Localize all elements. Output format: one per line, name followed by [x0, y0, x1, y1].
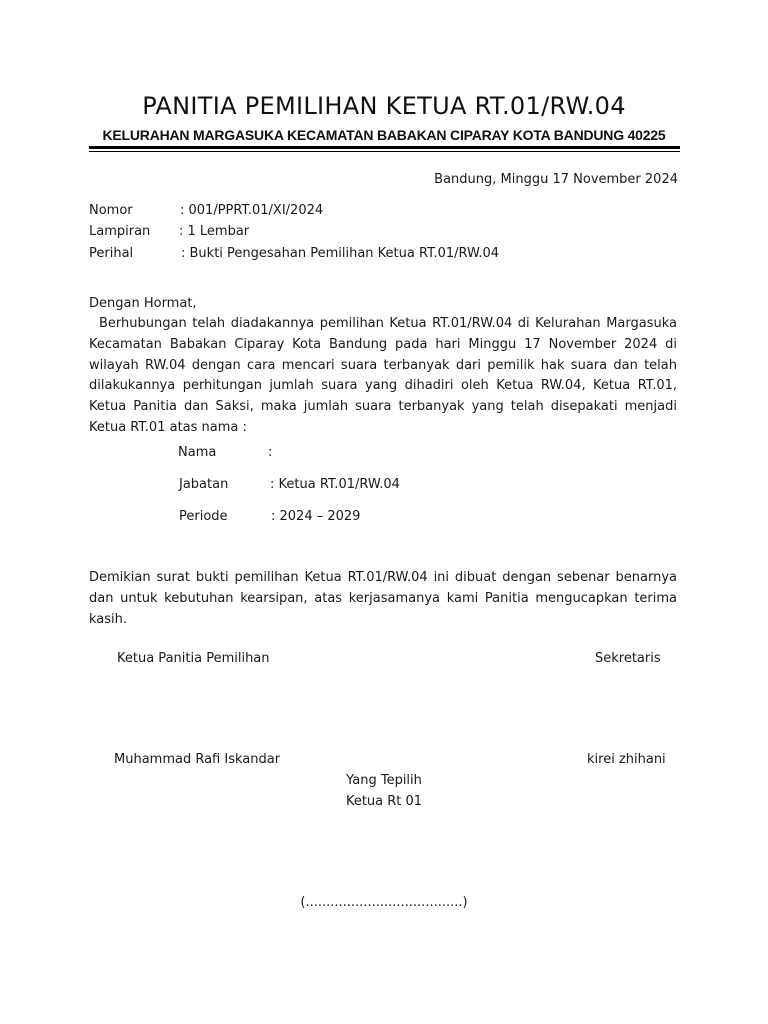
letter-subtitle: KELURAHAN MARGASUKA KECAMATAN BABAKAN CIPARAY KOTA BANDUNG 40225	[102, 127, 666, 143]
header-rule-thin	[89, 151, 680, 152]
elected-position: Ketua Rt 01	[345, 794, 423, 809]
salutation: Dengan Hormat,	[89, 296, 197, 311]
meta-label-nomor: Nomor	[89, 203, 133, 218]
meta-value-lampiran: : 1 Lembar	[179, 224, 250, 239]
detail-label-jabatan: Jabatan	[179, 477, 229, 492]
body-paragraph: Berhubungan telah diadakannya pemilihan Ketua RT.01/RW.04 di Kelurahan Margasuka Kecamatan Babakan Ciparay Kota Bandung pada hari Minggu 17 November 2024 di wilayah RW.04 dengan cara mencari suara terbanyak dari pemilik hak suara dan telah dilakukannya perhitungan jumlah suara yang dihadiri oleh Ketua RW.04, Ketua RT.01, Ketua Panitia dan Saksi, maka jumlah suara terbanyak yang telah disepakati menjadi Ketua RT.01 atas nama :	[89, 316, 677, 435]
letter-date: Bandung, Minggu 17 November 2024	[434, 172, 678, 187]
meta-value-nomor: : 001/PPRT.01/XI/2024	[180, 203, 324, 218]
meta-value-perihal: : Bukti Pengesahan Pemilihan Ketua RT.01/RW.04	[181, 246, 500, 261]
elected-heading: Yang Tepilih	[346, 773, 422, 788]
detail-label-periode: Periode	[179, 509, 228, 524]
detail-label-nama: Nama	[178, 445, 217, 460]
signature-right-name: kirei zhihani	[587, 752, 666, 767]
detail-value-nama: :	[268, 445, 273, 460]
signature-left-role: Ketua Panitia Pemilihan	[117, 651, 270, 666]
header-rule-thick	[89, 146, 680, 149]
letter-title: PANITIA PEMILIHAN KETUA RT.01/RW.04	[142, 92, 626, 120]
elected-signature-blank: (......................................)	[300, 895, 468, 910]
signature-right-role: Sekretaris	[595, 651, 661, 666]
meta-label-perihal: Perihal	[89, 246, 134, 261]
closing-paragraph: Demikian surat bukti pemilihan Ketua RT.01/RW.04 ini dibuat dengan sebenar benarnya dan untuk kebutuhan kearsipan, atas kerjasamanya kami Panitia mengucapkan terima kasih.	[89, 570, 677, 627]
meta-label-lampiran: Lampiran	[89, 224, 151, 239]
signature-left-name: Muhammad Rafi Iskandar	[114, 752, 281, 767]
detail-value-jabatan: : Ketua RT.01/RW.04	[270, 477, 400, 492]
detail-value-periode: : 2024 – 2029	[271, 509, 361, 524]
